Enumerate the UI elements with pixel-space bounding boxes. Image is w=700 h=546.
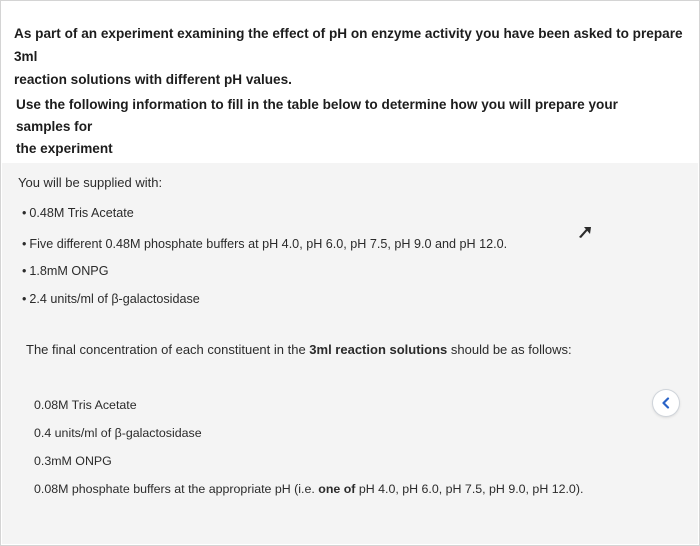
target-concentration-item: 0.4 units/ml of β-galactosidase [34, 426, 202, 440]
intro-text [14, 22, 684, 91]
intro-line-2: reaction solutions with different pH values. [14, 72, 292, 87]
supply-item-label: 2.4 units/ml of β-galactosidase [29, 292, 200, 306]
instructions-line-2: the experiment [16, 141, 113, 156]
supply-item [22, 292, 200, 306]
target-concentration-item: 0.08M Tris Acetate [34, 398, 137, 412]
instructions-text [16, 94, 676, 160]
bullet: • [22, 264, 27, 278]
supply-item-label: 0.48M Tris Acetate [29, 206, 134, 220]
target-concentration-item: 0.08M phosphate buffers at the appropriate pH (i.e. one of pH 4.0, pH 6.0, pH 7.5, pH 9.0, pH 12.0). [34, 482, 584, 496]
collapse-button[interactable] [653, 390, 679, 416]
bullet: • [22, 292, 27, 306]
chevron-left-icon [660, 397, 672, 409]
instructions-line-1: Use the following information to fill in the table below to determine how you will prepare your samples for [16, 97, 618, 134]
mouse-pointer-icon [578, 226, 592, 240]
supply-item [22, 237, 507, 251]
bullet: • [22, 206, 27, 220]
final-concentration-heading: The final concentration of each constituent in the 3ml reaction solutions should be as follows: [26, 342, 572, 357]
supply-item [22, 264, 109, 278]
supply-item-label: 1.8mM ONPG [29, 264, 109, 278]
supplied-heading: You will be supplied with: [18, 175, 163, 190]
bullet: • [22, 237, 27, 251]
supply-item-label: Five different 0.48M phosphate buffers at pH 4.0, pH 6.0, pH 7.5, pH 9.0 and pH 12.0. [29, 237, 508, 251]
target-concentration-item: 0.3mM ONPG [34, 454, 112, 468]
supply-item [22, 206, 134, 220]
intro-line-1: As part of an experiment examining the effect of pH on enzyme activity you have been asked to prepare 3ml [14, 26, 683, 64]
